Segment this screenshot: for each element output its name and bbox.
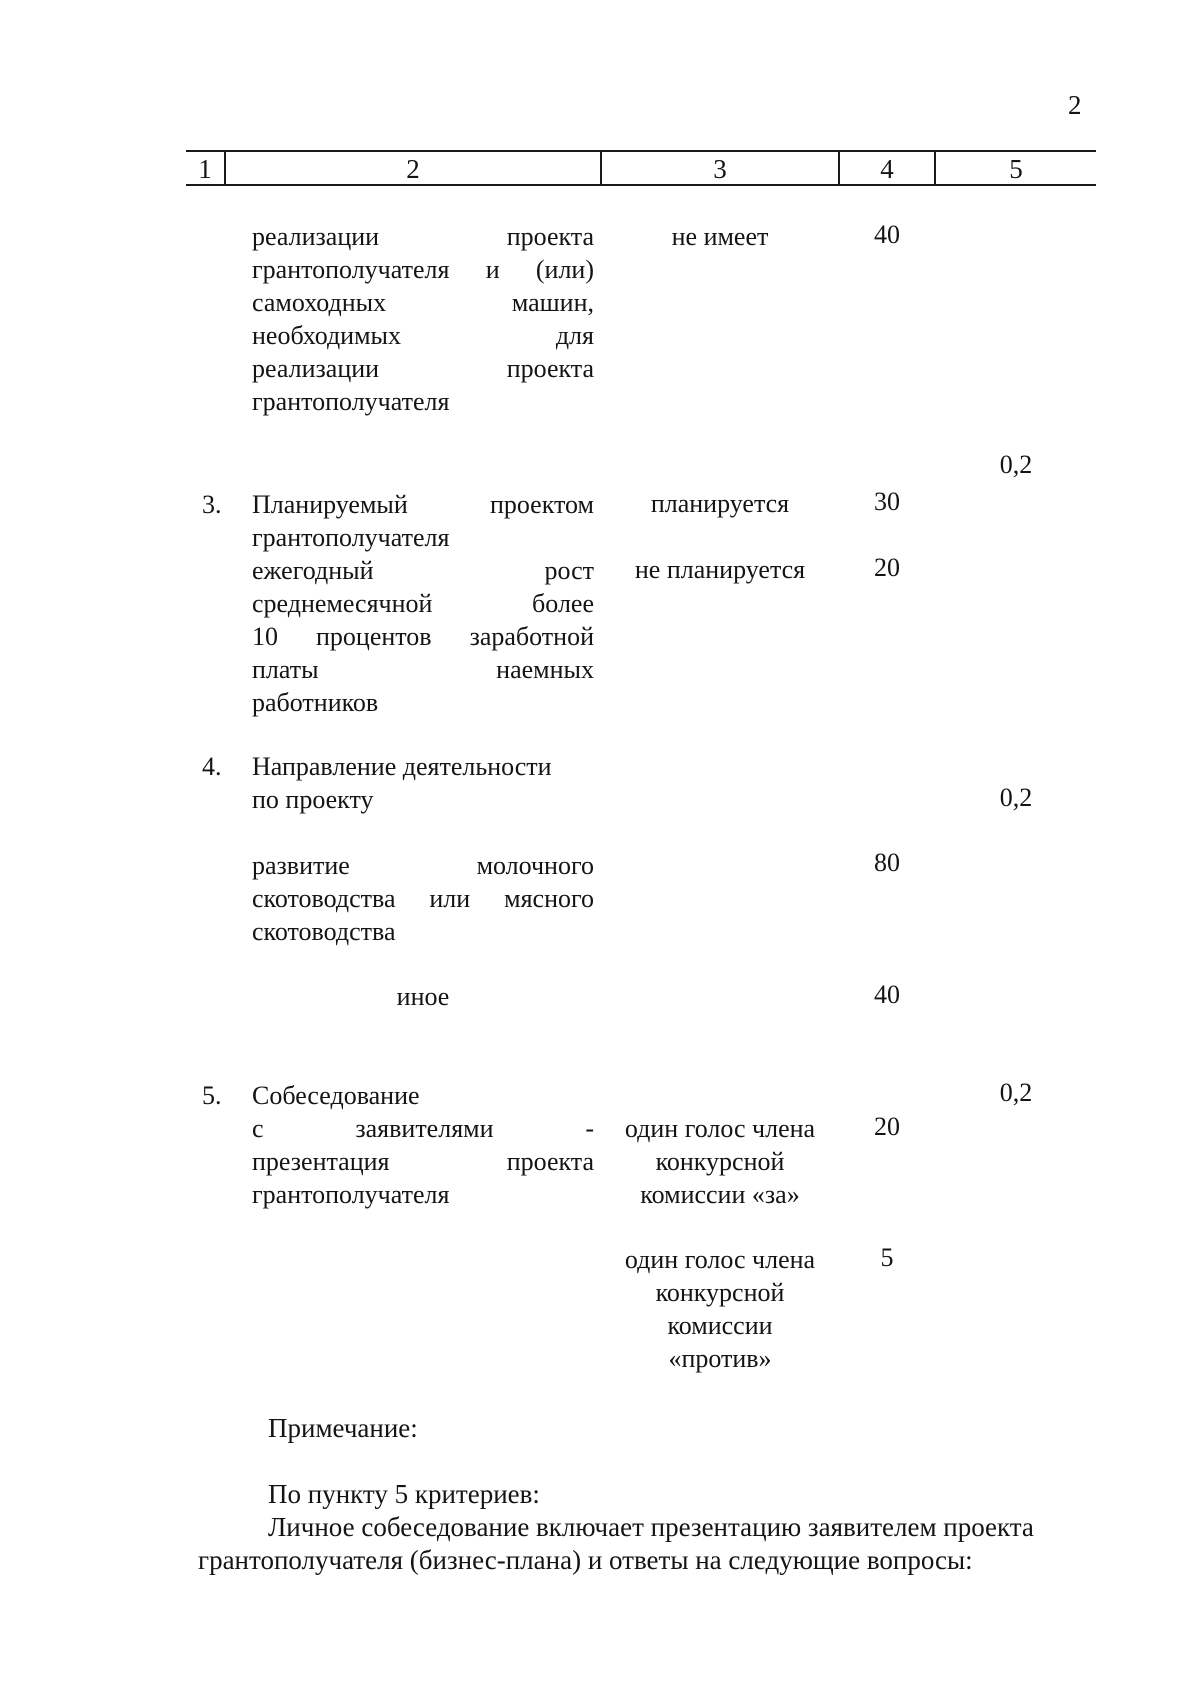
item4-number: 4. [202, 752, 222, 781]
item3-option-1-points: 30 [874, 487, 900, 516]
item5-criterion: Собеседование с заявителями - презентация проекта грантополучателя [252, 1081, 594, 1209]
item5-option-2-points: 5 [880, 1243, 894, 1272]
item5-number: 5. [202, 1081, 222, 1110]
header-col-5: 5 [1009, 154, 1023, 184]
item5-weight: 0,2 [999, 1078, 1033, 1107]
header-col-2: 2 [406, 154, 420, 184]
note-title: Примечание: [268, 1413, 418, 1443]
page-number: 2 [1068, 90, 1082, 120]
item3-weight: 0,2 [999, 450, 1033, 479]
item3-option-2: не планируется [634, 555, 806, 584]
item3-option-2-points: 20 [874, 553, 900, 582]
item4-option-1: развитие молочного скотоводства или мясного скотоводства [252, 851, 594, 946]
note-text-line-1: Личное собеседование включает презентацию заявителем проекта [268, 1512, 1034, 1542]
table-header [186, 150, 1096, 186]
note-text-line-2: грантополучателя (бизнес-плана) и ответы на следующие вопросы: [198, 1545, 973, 1575]
item5-option-2: один голос члена конкурсной комиссии «против» [624, 1245, 816, 1373]
item3-criterion: Планируемый проектом грантополучателя ежегодный рост среднемесячной более 10 процентов заработной платы наемных работников [252, 490, 594, 717]
continuation-criterion: реализации проекта грантополучателя и (или) самоходных машин, необходимых для реализации проекта грантополучателя [252, 222, 594, 416]
item5-option-1: один голос члена конкурсной комиссии «за» [624, 1114, 816, 1209]
item4-criterion: Направление деятельности по проекту [252, 752, 552, 814]
item4-option-1-points: 80 [874, 848, 900, 877]
item4-option-2-points: 40 [874, 980, 900, 1009]
item5-option-1-points: 20 [874, 1112, 900, 1141]
item4-weight: 0,2 [999, 783, 1033, 812]
item3-option-1: планируется [650, 489, 790, 518]
header-col-1: 1 [198, 154, 212, 184]
item3-number: 3. [202, 490, 222, 519]
continuation-points: 40 [874, 220, 900, 249]
note-subtitle: По пункту 5 критериев: [268, 1479, 540, 1509]
item4-option-2: иное [396, 982, 450, 1011]
continuation-option: не имеет [671, 222, 769, 251]
header-col-3: 3 [713, 154, 727, 184]
header-col-4: 4 [880, 154, 894, 184]
